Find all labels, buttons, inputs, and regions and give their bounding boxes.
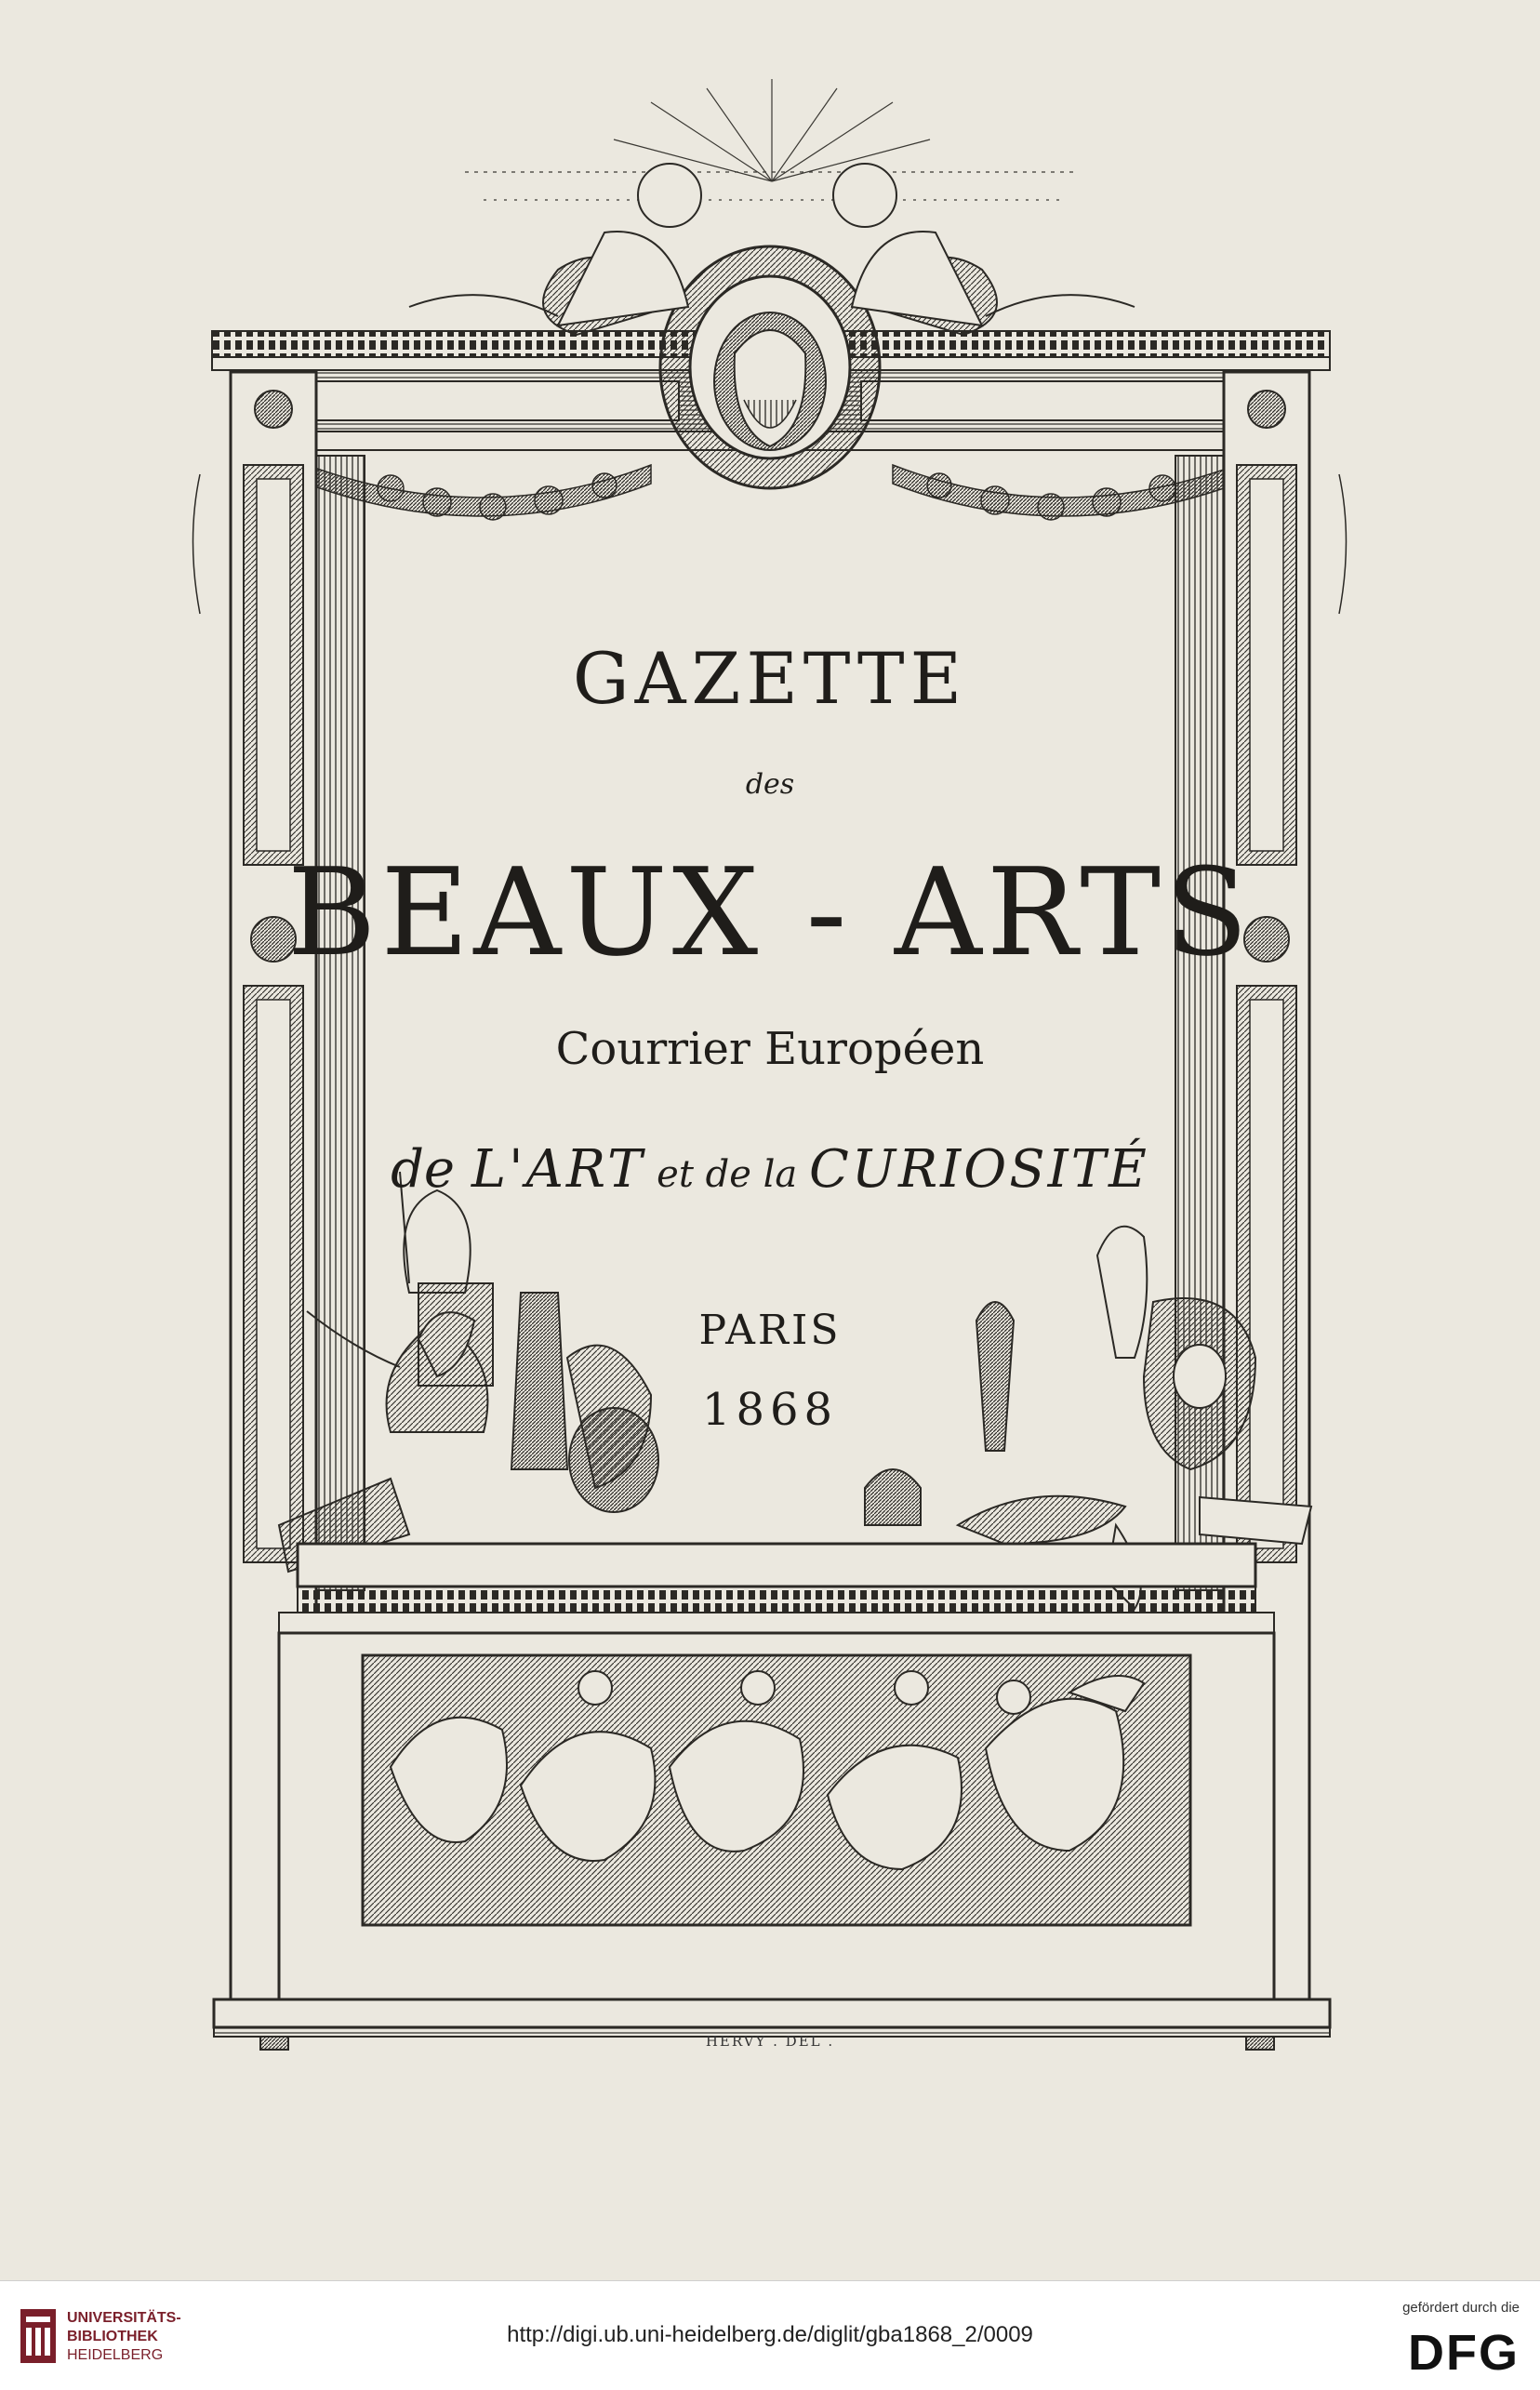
engraver-signature: HERVY . DEL . (705, 2033, 835, 2050)
permalink-url[interactable]: http://digi.ub.uni-heidelberg.de/diglit/gba1868_2/0009 (507, 2322, 1033, 2347)
title-des: des (745, 768, 795, 801)
subtitle-curiosite: CURIOSITÉ (808, 1139, 1149, 1200)
title-gazette: GAZETTE (572, 637, 968, 720)
institution-line-2: BIBLIOTHEK (67, 2329, 158, 2344)
subtitle-courrier-europeen: Courrier Européen (555, 1023, 985, 1075)
digitization-footer (0, 2280, 1540, 2390)
subtitle-art-curiosite (0, 1139, 1540, 1200)
imprint-year: 1868 (701, 1384, 839, 1436)
dfg-logo: DFG (1408, 2325, 1520, 2381)
funding-note: gefördert durch die (1402, 2300, 1520, 2316)
subtitle-et-de-la: et de la (644, 1153, 809, 1196)
subtitle-lart: L'ART (471, 1139, 645, 1200)
title-beaux-arts: BEAUX - ARTS (286, 842, 1254, 983)
subtitle-de: de (391, 1139, 471, 1200)
imprint-place: PARIS (698, 1307, 842, 1354)
institution-line-3: HEIDELBERG (67, 2347, 164, 2363)
sun-rays (465, 79, 1079, 200)
institution-line-1: UNIVERSITÄTS- (67, 2310, 181, 2326)
